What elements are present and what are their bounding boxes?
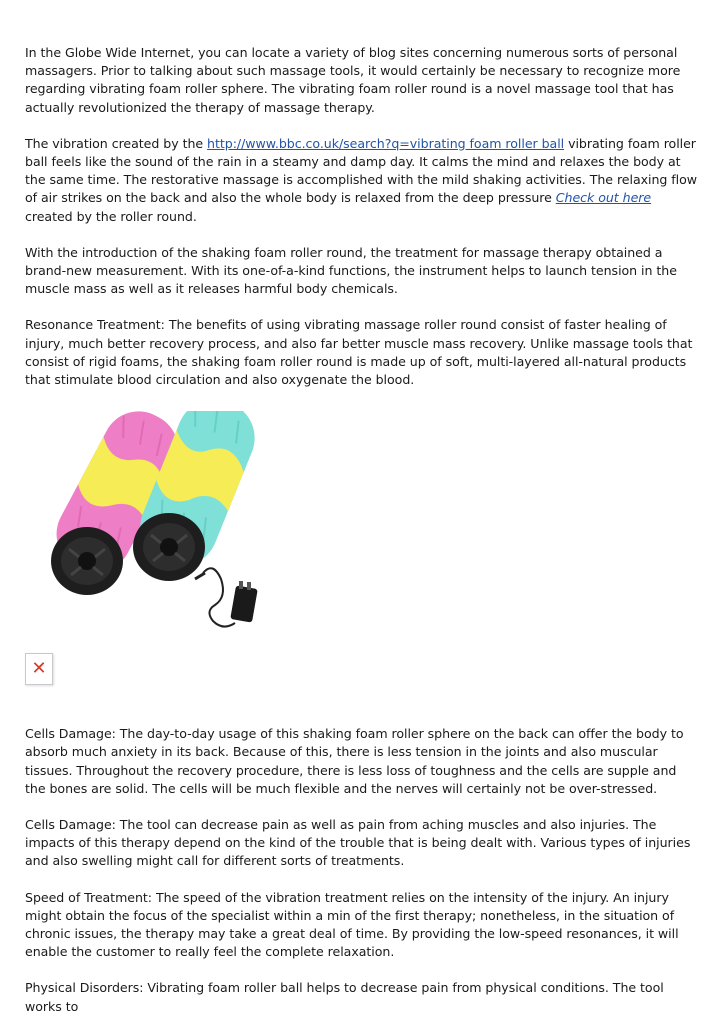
check-out-here-link[interactable]: Check out here bbox=[555, 190, 652, 206]
text-segment: vibrating foam roller ball feels like the sound of the rain in a steamy and damp day. It calms the mind and relaxes the body at the same time. The restorative massage is accomplished with the mild shaking activities. The relaxing flow of air strikes on the back and also the whole body is relaxed from the deep pressure bbox=[25, 135, 698, 206]
paragraph-vibration bbox=[25, 135, 700, 226]
foam-roller-illustration bbox=[35, 411, 305, 641]
paragraph-physical: Physical Disorders: Vibrating foam roller ball helps to decrease pain from physical conditions. The tool works to bbox=[25, 980, 664, 1014]
paragraph-cells-damage-2: Cells Damage: The tool can decrease pain as well as pain from aching muscles and also injuries. The impacts of this therapy depend on the kind of the trouble that is being dealt with. Various types of injuries and also swelling might call for different sorts of treatments. bbox=[25, 817, 691, 869]
text-segment: created by the roller round. bbox=[25, 208, 197, 224]
paragraph-resonance: Resonance Treatment: The benefits of using vibrating massage roller round consist of faster healing of injury, much better recovery process, and also far better muscle mass recovery. Unlike massage tools that consist of rigid foams, the shaking foam roller round is made up of soft, multi-layered all-natural products that stimulate blood circulation and also oxygenate the blood. bbox=[25, 317, 693, 388]
paragraph-introduction: With the introduction of the shaking foam roller round, the treatment for massage therapy obtained a brand-new measurement. With its one-of-a-kind functions, the instrument helps to launch tension in the muscle mass as well as it releases harmful body chemicals. bbox=[25, 244, 677, 297]
text-segment: The vibration created by the bbox=[25, 135, 208, 151]
bbc-search-link[interactable]: http://www.bbc.co.uk/search?q=vibrating foam roller ball bbox=[207, 135, 565, 151]
article-body bbox=[25, 44, 700, 1034]
paragraph-speed: Speed of Treatment: The speed of the vibration treatment relies on the intensity of the injury. An injury might obtain the focus of the specialist within a min of the first therapy; nonetheless, in the situation of chronic issues, the therapy may take a great deal of time. By providing the low-speed resonances, it will enable the customer to really feel the complete relaxation. bbox=[25, 889, 679, 960]
foam-roller-image bbox=[35, 411, 305, 641]
paragraph-intro: In the Globe Wide Internet, you can locate a variety of blog sites concerning numerous sorts of personal massagers. Prior to talking about such massage tools, it would certainly be necessary to recognize more regarding vibrating foam roller sphere. The vibrating foam roller round is a novel massage tool that has actually revolutionized the therapy of massage therapy. bbox=[25, 45, 681, 115]
broken-image-icon: ✕ bbox=[25, 653, 53, 685]
paragraph-cells-damage-1: Cells Damage: The day-to-day usage of this shaking foam roller sphere on the back can offer the body to absorb much anxiety in its back. Because of this, there is less tension in the joints and also muscular tissues. Throughout the recovery procedure, there is less loss of toughness and the cells are supple and the bones are solid. The cells will be much flexible and the nerves will certainly not be over-stressed. bbox=[25, 726, 684, 796]
